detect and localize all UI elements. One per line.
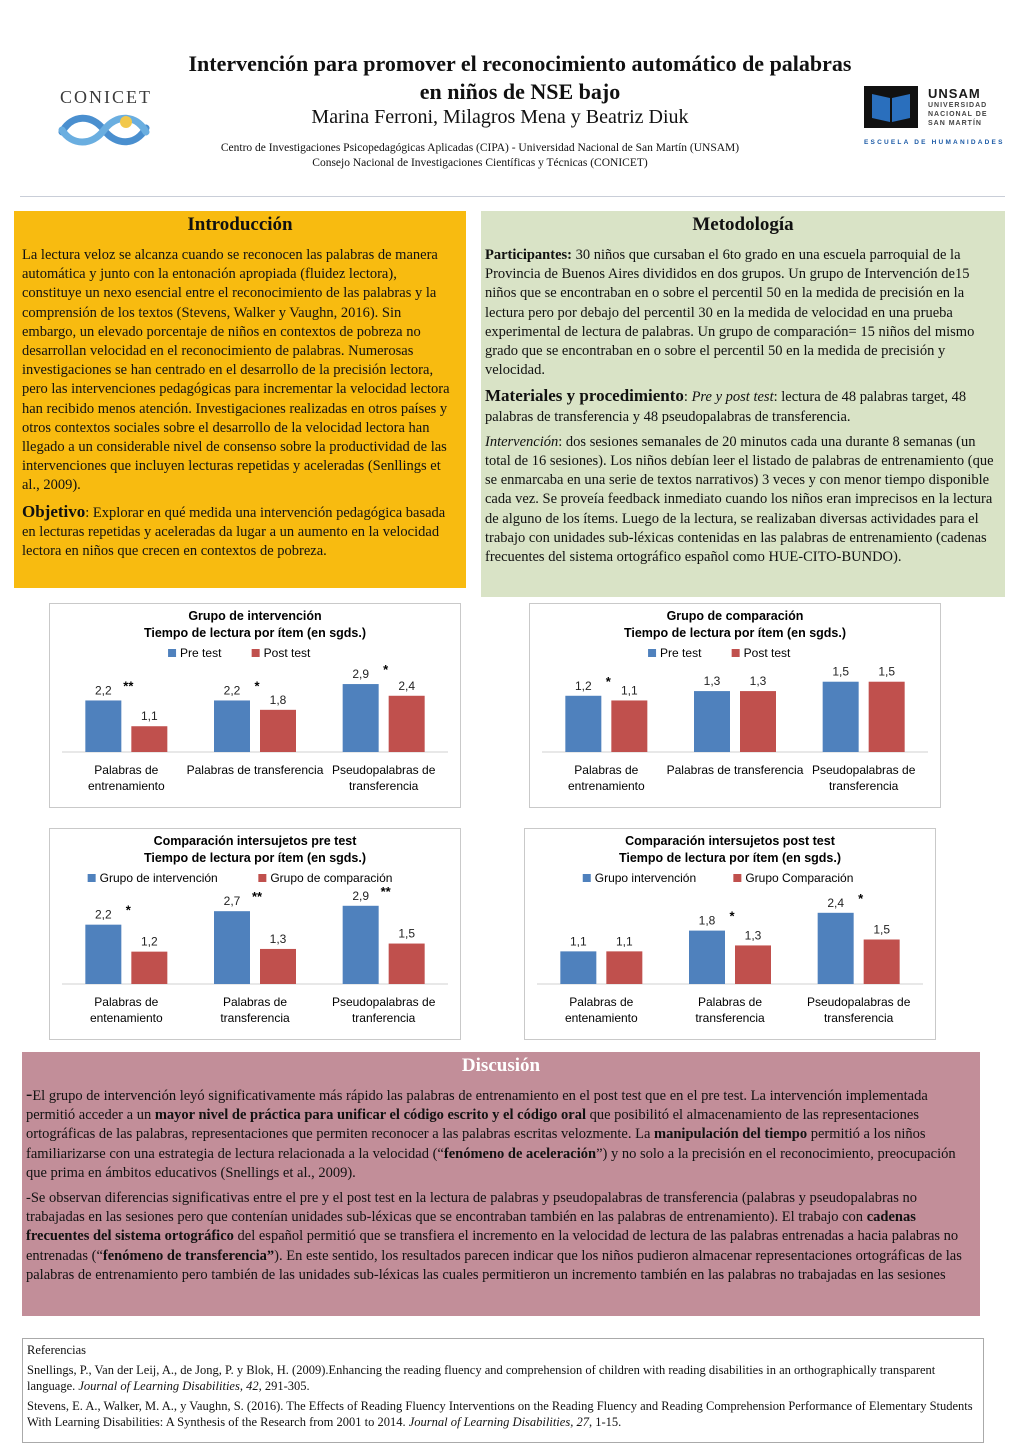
significance-marker-1: *: [125, 902, 131, 918]
legend-swatch-1: [168, 649, 176, 657]
legend-swatch-2: [733, 874, 741, 882]
participants-text: 30 niños que cursaban el 6to grado en una escuela parroquial de la Provincia de Buenos Aires divididos en dos grupos. Un grupo de Intervención de15 niños que se encontraban en o sobre el percentil 50 en la medida de precisión en la lectura pero por debajo del percentil 30 en la medida de velocidad en una prueba experimental de lectura de palabras. Un grupo de comparación= 15 niños del mismo grado que se encontraban en o sobre el percentil 50 en la medida de precisión y velocidad.: [485, 247, 975, 379]
discussion-p2-a: -Se observan diferencias significativas entre el pre y el post test en la lectura de palabras y pseudopalabras de transferencia (palabras y pseudopalabras no trabajadas en las sesiones pero que contenían unidades sub-léxicas que se encontraban también en las palabras de entrenamiento). El trabajo con: [26, 1190, 917, 1226]
chart-title: Comparación intersujetos post test: [625, 834, 835, 848]
references-section: [22, 1338, 984, 1443]
conicet-logo-text: CONICET: [60, 87, 152, 107]
intervention: [485, 433, 1001, 567]
chart-title: Grupo de intervención: [188, 609, 322, 623]
bar-1-3: [823, 682, 859, 752]
legend-swatch-2: [258, 874, 266, 882]
poster-title: [150, 50, 890, 106]
materials-test-label: Pre y post test: [691, 389, 774, 406]
data-label-1-2: 1,8: [698, 913, 716, 928]
legend-label-2: Post test: [263, 646, 311, 660]
bar-1-3: [343, 684, 379, 752]
data-label-2-2: 1,3: [749, 674, 767, 689]
discussion-p1-b: mayor nivel de práctica para unificar el código escrito y el código oral: [154, 1107, 586, 1124]
bar-2-3: [389, 944, 425, 984]
intervention-text: : dos sesiones semanales de 20 minutos cada una durante 8 semanas (un total de 16 sesiones). Los niños debían leer el listado de palabras de entrenamiento (que se enmarcaba en una serie de textos narrativos) 3 veces y con menor tiempo disponible cada vez. Se proveía feedback inmediato cuando los niños eran imprecisos en la lectura de alguno de los ítems. Luego de la lectura, se realizaban diversas actividades para el trabajo con unidades sub-léxicas contenidas en las palabras de entrenamiento (cadenas frecuentes del sistema ortográfico español como HUE-CITO-BUNDO).: [485, 433, 994, 566]
discussion-p2-c: del español permitió que se transfiera el incremento en la velocidad de lectura de las palabras entrenadas a hacia palabras no entrenadas (“: [26, 1228, 959, 1264]
data-label-2-3: 1,5: [873, 922, 891, 937]
chart-comparison-group: [529, 603, 941, 808]
data-label-1-1: 1,2: [574, 678, 592, 693]
discussion-p1-d: manipulación del tiempo: [654, 1126, 808, 1143]
legend-label-1: Pre test: [180, 646, 222, 660]
category-label-1-1: Palabras de: [94, 763, 159, 777]
significance-marker-2: *: [729, 908, 735, 924]
unsam-logo-icon: [864, 86, 918, 128]
legend-label-2: Grupo de comparación: [270, 871, 393, 885]
chart-comparison-group-svg: [530, 604, 940, 807]
chart-subtitle: Tiempo de lectura por ítem (en sgds.): [618, 851, 842, 865]
materials-text: : lectura de 48 palabras target, 48 palabras de transferencia y 48 pseudopalabras de transferencia.: [485, 389, 967, 425]
bar-2-2: [740, 691, 776, 752]
bar-1-1: [560, 951, 596, 984]
category-label-3-1: Pseudopalabras de: [331, 763, 436, 777]
legend-swatch-2: [252, 649, 260, 657]
data-label-1-3: 2,9: [352, 888, 370, 903]
data-label-1-2: 2,2: [223, 683, 241, 698]
bar-1-2: [689, 931, 725, 984]
objective-text: : Explorar en qué medida una intervención pedagógica basada en lecturas repetidas y aceleradas da lugar a un aumento en la velocidad lectora en niños que crecen en contextos de pobreza.: [22, 504, 446, 560]
legend-swatch-1: [583, 874, 591, 882]
ref1-journal: Journal of Learning Disabilities, 42,: [78, 1379, 262, 1393]
data-label-1-1: 1,1: [569, 934, 587, 949]
discussion-p2-d: fenómeno de transferencia”: [102, 1247, 275, 1264]
institution-cipa: Centro de Investigaciones Psicopedagógicas Aplicadas (CIPA) - Universidad Nacional de San Martín (UNSAM): [220, 142, 740, 154]
bar-1-2: [694, 691, 730, 752]
bar-1-3: [343, 906, 379, 984]
legend-label-1: Pre test: [660, 646, 702, 660]
authors: Marina Ferroni, Milagros Mena y Beatriz Diuk: [311, 106, 689, 128]
category-label-1-2: entenamiento: [564, 1011, 638, 1025]
introduction-title: Introducción: [187, 214, 293, 235]
discussion-paragraph-1: [26, 1085, 976, 1183]
bar-2-1: [606, 951, 642, 984]
unsam-line-3: SAN MARTÍN: [928, 120, 982, 127]
category-label-2-1: Palabras de transferencia: [186, 763, 324, 777]
category-label-3-1: Pseudopalabras de: [331, 995, 436, 1009]
unsam-acronym: UNSAM: [928, 86, 981, 101]
category-label-3-2: transferencia: [348, 779, 419, 793]
participants: [485, 246, 1001, 380]
category-label-2-1: Palabras de: [697, 995, 763, 1009]
category-label-3-2: transferencia: [828, 779, 899, 793]
chart-subtitle: Tiempo de lectura por ítem (en sgds.): [143, 851, 367, 865]
legend-swatch-1: [88, 874, 96, 882]
ref1-pages: 291-305.: [261, 1379, 310, 1393]
data-label-2-3: 1,5: [398, 926, 416, 941]
category-label-1-1: Palabras de: [574, 763, 639, 777]
bar-2-2: [260, 949, 296, 984]
bar-2-1: [131, 952, 167, 984]
chart-title: Grupo de comparación: [666, 609, 804, 623]
significance-marker-3: **: [380, 883, 391, 899]
category-label-1-2: entrenamiento: [87, 779, 165, 793]
discussion-p1-g: ”) y no solo a la precisión en el reconocimiento, preocupación que prima en ámbitos educativos (Snellings et al., 2009).: [26, 1145, 956, 1181]
data-label-1-2: 1,3: [703, 674, 721, 689]
discussion-dash: -: [26, 1084, 33, 1105]
data-label-2-3: 1,5: [878, 664, 896, 679]
materials-label: Materiales y procedimiento: [485, 386, 684, 406]
chart-between-pretest: [49, 828, 461, 1040]
bar-1-1: [85, 700, 121, 752]
chart-between-posttest-svg: [525, 829, 935, 1039]
significance-marker-2: *: [254, 678, 260, 694]
bar-1-2: [214, 911, 250, 984]
significance-marker-3: *: [858, 890, 864, 906]
ref2-pages: , 1-15.: [588, 1415, 622, 1429]
title-line-1: Intervención para promover el reconocimiento automático de palabras: [188, 51, 852, 76]
data-label-1-2: 2,7: [223, 894, 241, 909]
objective-label: Objetivo: [22, 501, 86, 521]
introduction-section: [14, 211, 466, 588]
chart-intervention-group-svg: [50, 604, 460, 807]
unsam-line-1: UNIVERSIDAD: [928, 102, 988, 109]
participants-label: Participantes:: [485, 247, 572, 263]
data-label-2-1: 1,1: [620, 683, 638, 698]
data-label-2-2: 1,3: [269, 931, 287, 946]
references-title: Referencias: [27, 1343, 86, 1357]
data-label-2-1: 1,1: [140, 709, 158, 724]
data-label-2-1: 1,1: [615, 934, 633, 949]
data-label-1-3: 1,5: [832, 664, 850, 679]
bar-1-3: [818, 913, 854, 984]
unsam-logo-text: [928, 86, 987, 128]
chart-title: Comparación intersujetos pre test: [153, 834, 357, 848]
data-label-1-1: 2,2: [94, 683, 112, 698]
methodology-section: [481, 211, 1005, 597]
category-label-2-1: Palabras de: [222, 995, 288, 1009]
data-label-2-1: 1,2: [140, 934, 158, 949]
discussion-p2-b: cadenas frecuentes del sistema ortográfico: [26, 1209, 916, 1245]
legend-label-1: Grupo intervención: [594, 871, 697, 885]
category-label-2-1: Palabras de transferencia: [666, 763, 804, 777]
ref1-text: Snellings, P., Van der Leij, A., de Jong, P. y Blok, H. (2009).Enhancing the reading fluency and comprehension of children with reading disabilities in an orthographically transparent language.: [27, 1363, 936, 1393]
bar-2-2: [260, 710, 296, 752]
discussion-paragraph-2: [26, 1189, 976, 1285]
institutions: [150, 141, 810, 171]
chart-between-posttest: [524, 828, 936, 1040]
title-line-2: en niños de NSE bajo: [419, 79, 621, 104]
discussion-title: Discusión: [461, 1055, 541, 1076]
materials-colon: :: [683, 389, 692, 406]
data-label-2-2: 1,3: [744, 928, 762, 943]
bar-2-1: [611, 700, 647, 752]
discussion-p2-e: ). En este sentido, los resultados parecen indicar que los niños pudieron almacenar representaciones ortográficas de las palabras de entrenamiento pero también de las unidades sub-léxicas las cuales permitieron un incremento también en las palabras no trabajadas en las sesiones: [26, 1247, 962, 1283]
bar-1-1: [85, 925, 121, 984]
category-label-1-1: Palabras de: [569, 995, 634, 1009]
category-label-3-2: tranferencia: [351, 1011, 416, 1025]
legend-swatch-2: [732, 649, 740, 657]
bar-1-2: [214, 700, 250, 752]
bar-2-1: [131, 726, 167, 752]
bar-2-2: [735, 945, 771, 984]
significance-marker-3: *: [383, 662, 389, 678]
significance-marker-2: **: [251, 889, 263, 905]
bar-2-3: [864, 940, 900, 985]
category-label-3-1: Pseudopalabras de: [811, 763, 916, 777]
discussion-section: [22, 1052, 980, 1316]
legend-label-2: Post test: [743, 646, 791, 660]
category-label-2-2: transferencia: [695, 1011, 765, 1025]
ref2-journal: Journal of Learning Disabilities, 27: [408, 1415, 589, 1429]
bar-1-1: [565, 696, 601, 752]
data-label-1-3: 2,9: [352, 667, 370, 682]
materials: [485, 386, 1001, 426]
intervention-label: Intervención: [485, 433, 559, 450]
header-divider: [20, 196, 1005, 197]
reference-snellings: [27, 1362, 979, 1394]
data-label-2-2: 1,8: [269, 692, 287, 707]
conicet-logo-icon: [58, 110, 150, 150]
introduction-body: La lectura veloz se alcanza cuando se reconocen las palabras de manera automática y junto con la entonación apropiada (fluidez lectora), constituye un nexo esencial entre el reconocimiento de las palabras y la comprensión de los textos (Stevens, Walker y Vaughn, 2016). Sin embargo, un elevado porcentaje de niños en contextos de pobreza no desarrollan velocidad en el reconocimiento de palabras. Numerosas investigaciones se han centrado en el desarrollo de la precisión lectora, pero las intervenciones pedagógicas para incrementar la velocidad lectora han recibido menos atención. Investigaciones realizadas en otros países y otros contextos sociales sobre el desarrollo de la velocidad lectora han llegado a un considerable nivel de consenso sobre la productividad de las intervenciones que incluyen lecturas repetidas y aceleradas (Senllings et al., 2009).: [22, 247, 450, 494]
escuela-humanidades: ESCUELA DE HUMANIDADES: [864, 139, 1005, 146]
data-label-1-3: 2,4: [827, 895, 845, 910]
category-label-1-1: Palabras de: [94, 995, 159, 1009]
methodology-title: Metodología: [692, 214, 794, 235]
bar-2-3: [389, 696, 425, 752]
discussion-p1-e: permitió a los niños familiarizarse con una estrategia de lectura relacionada a la velocidad (“: [26, 1126, 926, 1162]
legend-label-2: Grupo Comparación: [745, 871, 854, 885]
category-label-1-2: entrenamiento: [567, 779, 645, 793]
chart-between-pretest-svg: [50, 829, 460, 1039]
objective: [22, 502, 458, 562]
category-label-3-2: transferencia: [823, 1011, 894, 1025]
significance-marker-1: **: [123, 678, 134, 694]
legend-label-1: Grupo de intervención: [99, 871, 218, 885]
category-label-2-2: transferencia: [220, 1011, 290, 1025]
data-label-1-1: 2,2: [94, 907, 112, 922]
chart-subtitle: Tiempo de lectura por ítem (en sgds.): [623, 626, 847, 640]
discussion-p1-a: El grupo de intervención leyó significativamente más rápido las palabras de entrenamiento en el post test que en el pre test. La intervención implementada permitió acceder a un: [26, 1088, 928, 1124]
institution-conicet: Consejo Nacional de Investigaciones Científicas y Técnicas (CONICET): [312, 157, 648, 169]
ref2-text: Stevens, E. A., Walker, M. A., y Vaughn, S. (2016). The Effects of Reading Fluency Interventions on the Reading Fluency and Reading Comprehension Performance of Elementary Students With Learning Disabilities: A Synthesis of the Research from 2001 to 2014.: [27, 1399, 973, 1429]
discussion-p1-f: fenómeno de aceleración: [443, 1145, 597, 1162]
unsam-line-2: NACIONAL DE: [928, 111, 988, 118]
significance-marker-1: *: [605, 673, 611, 689]
reference-stevens: [27, 1398, 979, 1430]
legend-swatch-1: [648, 649, 656, 657]
chart-intervention-group: [49, 603, 461, 808]
category-label-3-1: Pseudopalabras de: [806, 995, 911, 1009]
chart-subtitle: Tiempo de lectura por ítem (en sgds.): [143, 626, 367, 640]
bar-2-3: [869, 682, 905, 752]
data-label-2-3: 2,4: [398, 678, 416, 693]
category-label-1-2: entenamiento: [89, 1011, 163, 1025]
discussion-p1-c: que posibilitó el almacenamiento de las representaciones ortográficas de las palabras, representaciones que permiten reconocer a las palabras escritas velozmente. La: [26, 1107, 919, 1143]
